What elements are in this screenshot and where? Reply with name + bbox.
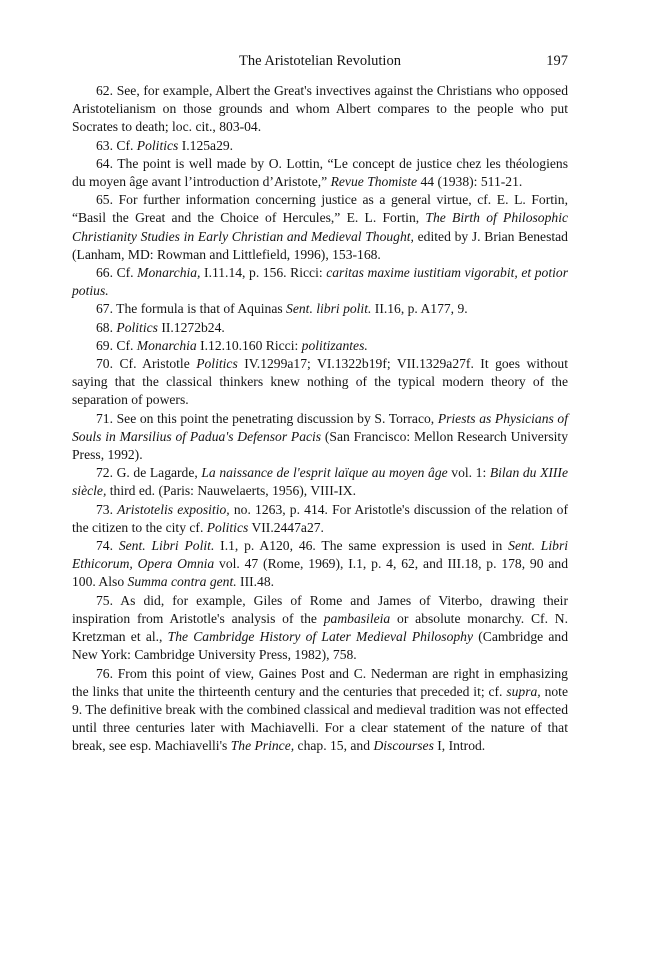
endnote-italic-text: La naissance de l'esprit laïque au moyen âge bbox=[201, 465, 448, 481]
endnote-italic-text: Sent. libri polit. bbox=[286, 301, 372, 317]
endnote-text: G. de Lagarde, bbox=[116, 465, 202, 481]
endnote-text: IV.1299a17; VI.1322b19f; VII.1329a27f. It goes without saying that the classical thinkers knew nothing of the typical modern theory of the separation of powers. bbox=[72, 356, 568, 408]
endnote-text: Cf. bbox=[116, 137, 137, 153]
endnote-text: note 9. The definitive break with the combined classical and medieval tradition was not effected until three centuries later with Machiavelli. For a clear statement of the nature of that break, see esp. Machiavelli's bbox=[72, 683, 568, 754]
endnote-text: (San Francisco: Mellon Research University Press, 1992). bbox=[72, 428, 568, 463]
endnote-text: II.16, p. A177, 9. bbox=[371, 301, 468, 317]
endnote-italic-text: Discourses bbox=[373, 738, 434, 754]
endnote bbox=[72, 410, 568, 465]
endnote bbox=[72, 337, 568, 355]
endnote-italic-text: Bilan du XIIIe siècle, bbox=[72, 465, 568, 499]
endnote bbox=[72, 155, 568, 191]
endnotes-list bbox=[72, 82, 568, 756]
endnote bbox=[72, 137, 568, 155]
endnote-number: 67. bbox=[96, 301, 113, 317]
endnote-text: vol. 47 (Rome, 1969), I.1, p. 4, 62, and III.18, p. 178, 90 and 100. Also bbox=[72, 556, 568, 590]
endnote-italic-text: Politics bbox=[196, 356, 238, 372]
endnote-italic-text: Monarchia, bbox=[137, 265, 201, 281]
endnote-text: or absolute monarchy. Cf. N. Kretzman et al., bbox=[72, 610, 568, 645]
endnote bbox=[72, 191, 568, 264]
endnote-number: 72. bbox=[96, 465, 113, 481]
endnote-number: 71. bbox=[96, 410, 113, 426]
endnote-italic-text: The Cambridge History of Later Medieval Philosophy bbox=[167, 629, 474, 645]
endnote-italic-text: Priests as Physicians of Souls in Marsilius of Padua's Defensor Pacis bbox=[72, 410, 568, 444]
endnote-number: 63. bbox=[96, 137, 113, 153]
endnote-number: 76. bbox=[96, 665, 113, 681]
endnote-italic-text: pambasileia bbox=[323, 610, 391, 626]
endnote-text: VII.2447a27. bbox=[248, 519, 324, 535]
endnote-text: I, Introd. bbox=[433, 738, 486, 754]
endnote bbox=[72, 264, 568, 300]
endnote-text: From this point of view, Gaines Post and C. Nederman are right in emphasizing the links that unite the thirteenth century and the centuries that preceded it; cf. bbox=[72, 665, 568, 699]
endnote-italic-text: The Prince, bbox=[230, 738, 295, 754]
endnote bbox=[72, 355, 568, 410]
endnote-text: 44 (1938): 511-21. bbox=[417, 174, 523, 190]
endnote bbox=[72, 501, 568, 537]
running-header bbox=[72, 52, 568, 74]
endnote-number: 69. bbox=[96, 337, 113, 353]
endnote-italic-text: Politics bbox=[136, 137, 179, 153]
endnote-number: 62. bbox=[96, 83, 113, 98]
endnote-italic-text: caritas maxime iustitiam vigorabit, et potior potius. bbox=[72, 265, 568, 299]
endnote-number: 64. bbox=[96, 155, 113, 171]
endnote-text: The point is well made by O. Lottin, “Le concept de justice chez les théologiens du moyen âge avant l’introduction d’Aristote,” bbox=[72, 155, 568, 190]
endnote-italic-text: Summa contra gent. bbox=[127, 574, 237, 590]
endnote-italic-text: Aristotelis expositio, bbox=[117, 501, 230, 517]
endnote-italic-text: Monarchia bbox=[136, 337, 197, 353]
endnote-text: II.1272b24. bbox=[157, 319, 225, 335]
endnote-text: I.125a29. bbox=[178, 137, 234, 153]
endnote-number: 66. bbox=[96, 265, 113, 281]
endnote-text: (Cambridge and New York: Cambridge University Press, 1982), 758. bbox=[72, 629, 568, 663]
endnote-italic-text: supra, bbox=[506, 683, 541, 699]
endnote-text: chap. 15, and bbox=[294, 738, 374, 754]
running-title: The Aristotelian Revolution bbox=[239, 53, 401, 69]
endnote-number: 74. bbox=[96, 538, 113, 554]
endnote-text: III.48. bbox=[236, 574, 275, 590]
page-number: 197 bbox=[546, 53, 568, 69]
endnote-italic-text: Politics bbox=[206, 519, 249, 535]
endnote-text: edited by J. Brian Benestad (Lanham, MD: Rowman and Littlefield, 1996), 153-168. bbox=[72, 228, 568, 262]
endnote-number: 75. bbox=[96, 592, 113, 608]
endnote-italic-text: Sent. Libri Polit. bbox=[118, 538, 215, 554]
endnote-italic-text: Revue Thomiste bbox=[330, 174, 418, 190]
endnote-text: I.11.14, p. 156. Ricci: bbox=[200, 265, 327, 281]
endnote-text: See on this point the penetrating discussion by S. Torraco, bbox=[116, 410, 438, 426]
endnote bbox=[72, 665, 568, 756]
endnote-italic-text: The Birth of Philosophic Christianity Studies in Early Christian and Medieval Thought, bbox=[72, 210, 568, 244]
endnote-text: Cf. bbox=[116, 265, 138, 281]
endnote-italic-text: Sent. Libri Ethicorum, Opera Omnia bbox=[72, 538, 569, 572]
endnote-number: 68. bbox=[96, 319, 113, 335]
endnote bbox=[72, 464, 568, 500]
book-page bbox=[72, 52, 568, 756]
endnote-text: See, for example, Albert the Great's invectives against the Christians who opposed Aristotelianism on those grounds and whom Albert compares to the people who put Socrates to death; loc. cit., 803-04. bbox=[72, 83, 568, 135]
endnote-text: I.1, p. A120, 46. The same expression is used in bbox=[214, 538, 509, 554]
endnote-number: 70. bbox=[96, 356, 113, 372]
endnote-number: 73. bbox=[96, 501, 113, 517]
endnote-text: no. 1263, p. 414. For Aristotle's discussion of the relation of the citizen to the city cf. bbox=[72, 501, 569, 535]
endnote-italic-text: politizantes. bbox=[301, 337, 368, 353]
endnote-text: The formula is that of Aquinas bbox=[116, 301, 287, 317]
endnote-text: vol. 1: bbox=[447, 465, 490, 481]
endnote-text: Cf. bbox=[116, 337, 137, 353]
endnote-text: third ed. (Paris: Nauwelaerts, 1956), VIII-IX. bbox=[106, 483, 356, 499]
endnote bbox=[72, 82, 568, 137]
endnote bbox=[72, 319, 568, 337]
endnote-number: 65. bbox=[96, 192, 113, 208]
endnote bbox=[72, 592, 568, 665]
endnote-text: Cf. Aristotle bbox=[119, 356, 197, 372]
endnote-text: I.12.10.160 Ricci: bbox=[196, 337, 302, 353]
endnote-text: For further information concerning justice as a general virtue, cf. E. L. Fortin, “Basil the Great and the Choice of Hercules,” E. L. Fortin, bbox=[72, 192, 568, 226]
endnote-italic-text: Politics bbox=[116, 319, 158, 335]
endnote bbox=[72, 300, 568, 318]
endnote bbox=[72, 537, 568, 592]
endnote-text: As did, for example, Giles of Rome and James of Viterbo, drawing their inspiration from Aristotle's analysis of the bbox=[72, 592, 568, 626]
